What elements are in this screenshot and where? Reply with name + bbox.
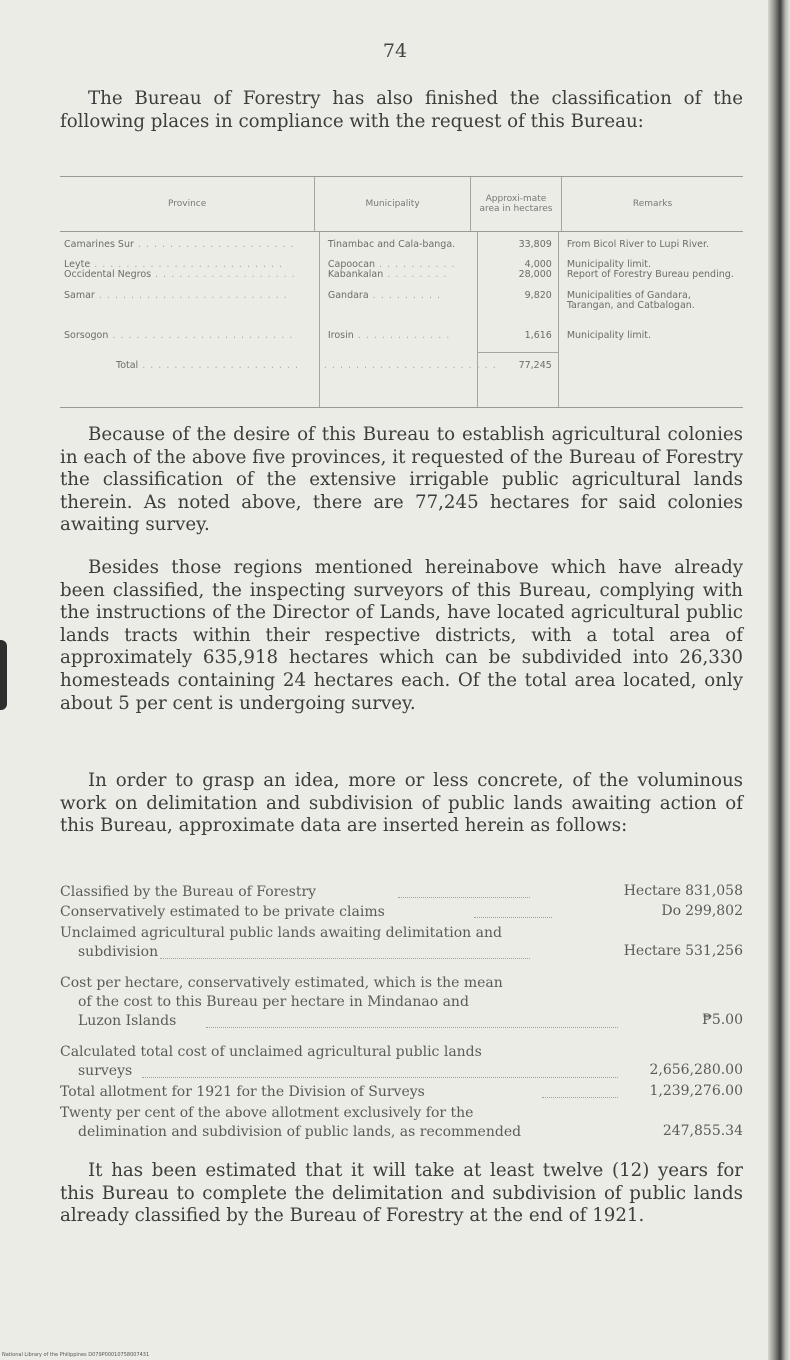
paragraph-colonies: Because of the desire of this Bureau to establish agricultural colonies in each of the above five provinces, it requested of the Bureau of Forestry the classification of the extensive irrigable public agricultural lands therein. As noted above, there are 77,245 hectares for said colonies awaiting survey.	[60, 424, 743, 536]
list-item: Classified by the Bureau of Forestry Hectare 831,058	[60, 883, 743, 900]
header-municipality: Municipality	[315, 177, 471, 231]
table-cell: Kabankalan . . . . . . . .	[327, 269, 448, 280]
table-cell-empty: . . . . . . . . . . . . . . . . . . . . . .	[323, 360, 497, 371]
list-item: Unclaimed agricultural public lands awaiting delimitation and subdivision Hectare 531,256	[60, 925, 743, 960]
table-cell: Municipality limit.	[566, 330, 651, 341]
table-cell: 28,000	[518, 269, 552, 280]
total-label: Total . . . . . . . . . . . . . . . . . . . .	[116, 360, 299, 371]
list-item: Total allotment for 1921 for the Division of Surveys 1,239,276.00	[60, 1083, 743, 1100]
table-cell: Tinambac and Cala-banga.	[327, 239, 456, 250]
table-cell: Municipalities of Gandara, Tarangan, and Catbalogan.	[566, 290, 695, 311]
column-area	[478, 232, 559, 407]
table-cell: Gandara . . . . . . . . .	[327, 290, 442, 301]
scan-edge-mark	[0, 640, 7, 710]
total-value: 77,245	[518, 360, 552, 371]
header-area: Approxi-mate area in hectares	[471, 177, 562, 231]
table-cell: 4,000	[524, 259, 552, 270]
table-cell: 9,820	[524, 290, 552, 301]
table-header	[60, 177, 743, 232]
table-cell: 1,616	[524, 330, 552, 341]
table-body	[60, 232, 743, 407]
table-cell: Report of Forestry Bureau pending.	[566, 269, 734, 280]
column-province	[60, 232, 320, 407]
table-cell: Occidental Negros . . . . . . . . . . . . . . . . . .	[64, 269, 296, 280]
paragraph-regions: Besides those regions mentioned hereinabove which have already been classified, the inspecting surveyors of this Bureau, complying with the instructions of the Director of Lands, have located agricultural public lands tracts within their respective districts, with a total area of approximately 635,918 hectares which can be subdivided into 26,330 homesteads containing 24 hectares each. Of the total area located, only about 5 per cent is undergoing survey.	[60, 557, 743, 714]
table-cell: Municipality limit.	[566, 259, 651, 270]
book-binding-edge	[768, 0, 790, 1360]
table-cell: 33,809	[518, 239, 552, 250]
list-item: Conservatively estimated to be private claims Do 299,802	[60, 903, 743, 920]
table-cell: Camarines Sur . . . . . . . . . . . . . . . . . . . .	[64, 239, 295, 250]
page-number: 74	[382, 40, 408, 62]
intro-paragraph: The Bureau of Forestry has also finished the classification of the following places in compliance with the request of this Bureau:	[60, 88, 743, 132]
table-cell: Capoocan . . . . . . . . . .	[327, 259, 456, 270]
list-item: Cost per hectare, conservatively estimated, which is the mean of the cost to this Bureau per hectare in Mindanao and Luzon Islands ₱5.00	[60, 975, 743, 1029]
list-item: Calculated total cost of unclaimed agricultural public lands surveys 2,656,280.00	[60, 1044, 743, 1079]
table-cell: Samar . . . . . . . . . . . . . . . . . . . . . . . .	[64, 290, 288, 301]
column-remarks	[559, 232, 743, 407]
total-rule	[478, 352, 558, 353]
classification-table	[60, 176, 743, 408]
table-cell: Leyte . . . . . . . . . . . . . . . . . . . . . . . .	[64, 259, 284, 270]
column-municipality	[320, 232, 497, 407]
table-cell: Sorsogon . . . . . . . . . . . . . . . . . . . . . . .	[64, 330, 294, 341]
header-province: Province	[60, 177, 315, 231]
list-item: Twenty per cent of the above allotment exclusively for the delimination and subdivision of public lands, as recommended 247,855.34	[60, 1105, 743, 1140]
table-cell: From Bicol River to Lupi River.	[566, 239, 710, 250]
paragraph-estimate: It has been estimated that it will take at least twelve (12) years for this Bureau to complete the delimitation and subdivision of public lands already classified by the Bureau of Forestry at the end of 1921.	[60, 1160, 743, 1227]
table-cell: Irosin . . . . . . . . . . . .	[327, 330, 451, 341]
header-remarks: Remarks	[632, 199, 673, 209]
scan-footer: National Library of the Philippines D079P00010758007431	[2, 1352, 150, 1358]
paragraph-delimitation: In order to grasp an idea, more or less concrete, of the voluminous work on delimitation and subdivision of public lands awaiting action of this Bureau, approximate data are inserted herein as follows:	[60, 770, 743, 837]
